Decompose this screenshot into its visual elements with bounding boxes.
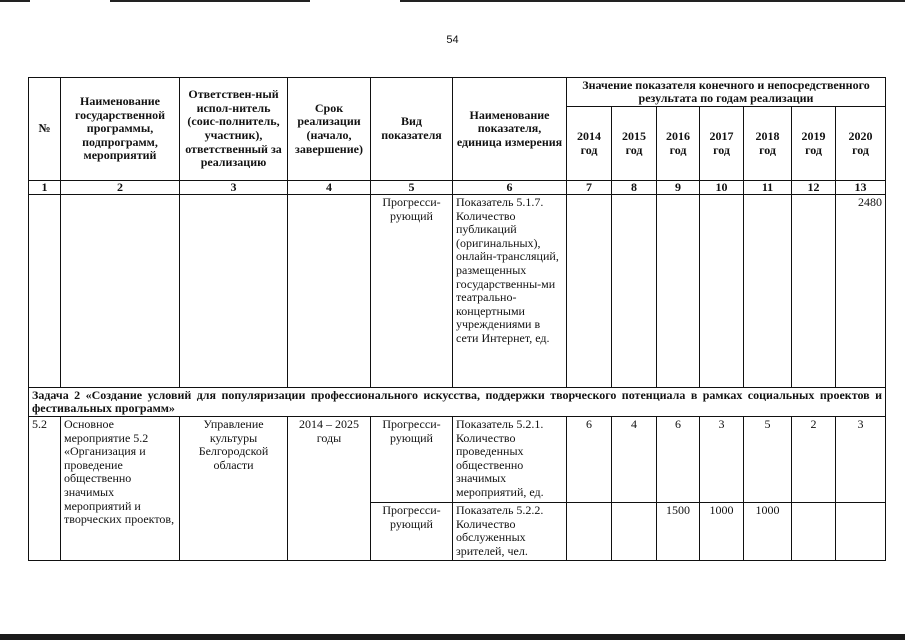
header-values-title: Значение показателя конечного и непосредственного результата по годам реализации — [567, 78, 886, 107]
task-2-heading: Задача 2 «Создание условий для популяризации профессионального искусства, поддержки творческого потенциала в рамках социальных проектов и фестивальных программ» — [29, 388, 886, 417]
top-edge-line — [110, 0, 310, 2]
program-name: Основное мероприятие 5.2 «Организация и проведение общественно значимых мероприятий и творческих проектов, — [61, 417, 180, 561]
bottom-edge-line — [0, 634, 905, 640]
col-number: 1 — [29, 181, 61, 195]
value-cell — [792, 503, 836, 561]
indicator-name: Показатель 5.2.1. Количество проведенных общественно значимых мероприятий, ед. — [453, 417, 567, 503]
col-number: 13 — [836, 181, 886, 195]
page-number: 54 — [446, 34, 459, 46]
indicator-kind: Прогресси-рующий — [371, 417, 453, 503]
col-number: 12 — [792, 181, 836, 195]
col-number: 7 — [567, 181, 612, 195]
header-year: 2020 год — [836, 107, 886, 181]
value-cell: 6 — [657, 417, 700, 503]
col-number: 6 — [453, 181, 567, 195]
indicator-name: Показатель 5.1.7. Количество публикаций (оригинальных), онлайн-трансляций, размещенных государственны-ми театрально-концертными учреждениями в сети Интернет, ед. — [453, 195, 567, 388]
task-row — [29, 388, 886, 417]
top-edge-line — [400, 0, 905, 2]
indicators-table — [28, 77, 886, 561]
header-no: № — [29, 78, 61, 181]
value-cell — [612, 503, 657, 561]
header-indicator: Наименование показателя, единица измерения — [453, 78, 567, 181]
value-cell: 5 — [744, 417, 792, 503]
value-cell: 4 — [612, 417, 657, 503]
col-number: 8 — [612, 181, 657, 195]
col-number: 2 — [61, 181, 180, 195]
col-number: 5 — [371, 181, 453, 195]
table-row — [29, 195, 886, 388]
value-cell — [836, 503, 886, 561]
header-year: 2018 год — [744, 107, 792, 181]
value-cell: 1000 — [744, 503, 792, 561]
column-numbers-row — [29, 181, 886, 195]
responsible-executor: Управление культуры Белгородской области — [180, 417, 288, 561]
col-number: 11 — [744, 181, 792, 195]
indicator-kind: Прогресси-рующий — [371, 195, 453, 388]
value-2020: 2480 — [836, 195, 886, 388]
value-cell: 1500 — [657, 503, 700, 561]
header-kind: Вид показателя — [371, 78, 453, 181]
col-number: 10 — [700, 181, 744, 195]
table-row — [29, 417, 886, 503]
header-year: 2014 год — [567, 107, 612, 181]
header-responsible: Ответствен-ный испол-нитель (соис-полнитель, участник), ответственный за реализацию — [180, 78, 288, 181]
col-number: 9 — [657, 181, 700, 195]
value-cell: 3 — [700, 417, 744, 503]
implementation-term: 2014 – 2025 годы — [288, 417, 371, 561]
indicator-kind: Прогресси-рующий — [371, 503, 453, 561]
indicator-name: Показатель 5.2.2. Количество обслуженных зрителей, чел. — [453, 503, 567, 561]
value-cell: 3 — [836, 417, 886, 503]
header-term: Срок реализации (начало, завершение) — [288, 78, 371, 181]
header-row — [29, 78, 886, 107]
header-year: 2016 год — [657, 107, 700, 181]
header-year: 2015 год — [612, 107, 657, 181]
value-cell: 6 — [567, 417, 612, 503]
value-cell — [567, 503, 612, 561]
header-year: 2019 год — [792, 107, 836, 181]
row-number: 5.2 — [29, 417, 61, 561]
header-program: Наименование государственной программы, подпрограмм, мероприятий — [61, 78, 180, 181]
col-number: 3 — [180, 181, 288, 195]
top-edge-line — [0, 0, 30, 2]
col-number: 4 — [288, 181, 371, 195]
value-cell: 1000 — [700, 503, 744, 561]
header-year: 2017 год — [700, 107, 744, 181]
value-cell: 2 — [792, 417, 836, 503]
